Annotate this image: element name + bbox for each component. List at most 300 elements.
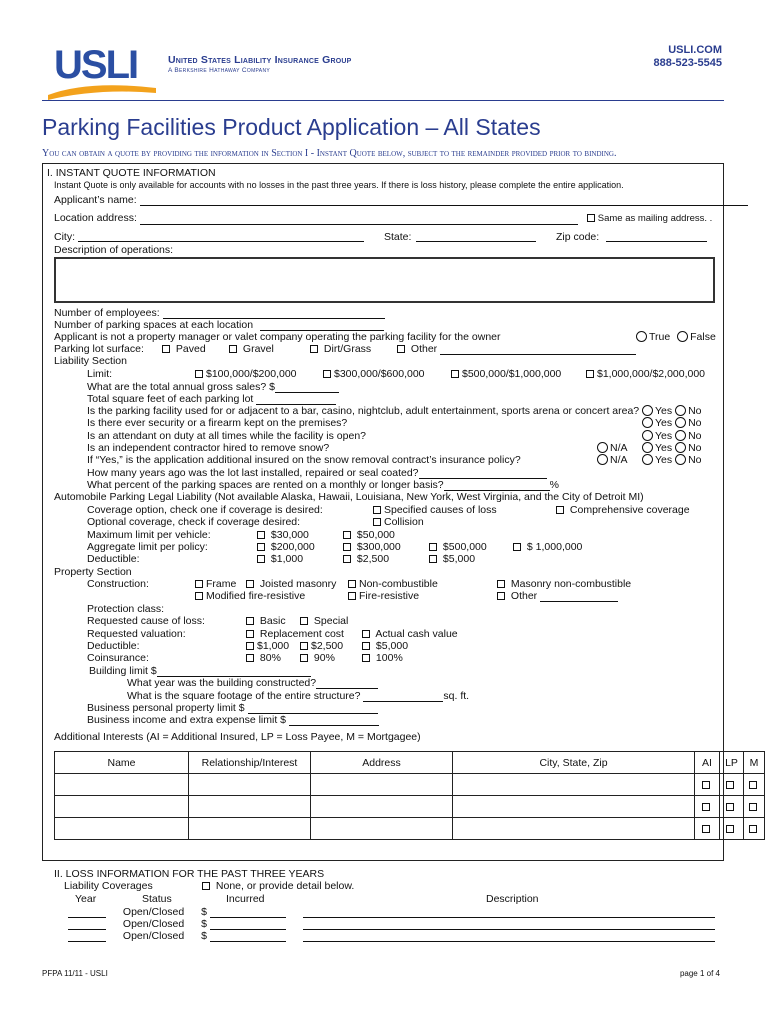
year-constructed-row [127,677,378,689]
q-additional-na [597,454,628,466]
na-label: N/A [610,442,628,454]
m-cell [744,818,765,840]
col-description-label: Description [486,893,539,905]
q-attendant-yesno [642,430,702,442]
address-cell[interactable] [311,818,453,840]
applicant-name-row [54,194,748,206]
none-detail [202,880,354,892]
q-bar-label: Is the parking facility used for or adjacent to a bar, casino, nightclub, adult entertainment, sports arena or concert area? [87,405,640,417]
percent-sign: % [549,479,559,491]
false-radio[interactable] [677,331,688,342]
description-textarea[interactable] [54,257,715,303]
specified-causes-checkbox[interactable] [373,506,381,514]
q-installed-field[interactable] [419,469,547,479]
specified-causes [373,504,497,516]
valuation-label: Requested valuation: [87,628,186,640]
replacement-cost-checkbox[interactable] [246,630,254,638]
applicant-name-field[interactable] [140,196,748,206]
prop-deductible-1 [246,640,289,652]
non-combustible-checkbox[interactable] [348,580,356,588]
lp-checkbox[interactable] [726,803,734,811]
q-attendant-yes-radio[interactable] [642,430,653,441]
dollar-sign: $ [201,930,207,942]
loss-row [68,906,715,918]
col-relationship-header: Relationship/Interest [189,752,311,774]
form-id: PFPA 11/11 - USLI [42,969,108,978]
ai-checkbox[interactable] [702,825,710,833]
q-security-label: Is there ever security or a firearm kept on the premises? [87,417,348,429]
surface-other [397,343,636,355]
m-checkbox[interactable] [749,803,757,811]
special-label: Special [313,615,349,627]
yes-label: Yes [655,417,673,429]
construction-fire-resistive [348,590,419,602]
square-footage-field[interactable] [363,692,443,702]
q-percent-row [87,479,559,491]
aggregate-4-checkbox[interactable] [513,543,521,551]
no-label: No [688,454,702,466]
name-cell[interactable] [55,774,189,796]
actual-cash-value-label: Actual cash value [375,628,458,640]
cause-basic [246,615,286,627]
prop-deductible-3-label: $5,000 [375,640,409,652]
q-security-yesno [642,417,702,429]
company-subtitle: A Berkshire Hathaway Company [168,67,270,74]
yes-label: Yes [655,430,673,442]
other-surface-checkbox[interactable] [397,345,405,353]
prop-deductible-2 [300,640,343,652]
max-limit-1-label: $30,000 [270,529,309,541]
coinsurance-100-label: 100% [375,652,403,664]
loss-year-field[interactable] [68,920,106,930]
prop-deductible-1-checkbox[interactable] [246,642,254,650]
company-name: United States Liability Insurance Group [168,54,352,66]
collision-label: Collision [384,516,424,528]
max-limit-2-label: $50,000 [356,529,395,541]
q-additional-na-radio[interactable] [597,454,608,465]
loss-description-field[interactable] [303,920,715,930]
q-percent-field[interactable] [444,481,550,491]
valuation-replacement [246,628,344,640]
name-cell[interactable] [55,796,189,818]
construction-other-checkbox[interactable] [497,592,505,600]
q-additional-yes-radio[interactable] [642,454,653,465]
square-feet-field[interactable] [256,395,336,405]
special-checkbox[interactable] [300,617,308,625]
surface-label: Parking lot surface: [54,343,144,355]
paved-checkbox[interactable] [162,345,170,353]
business-income-row [87,714,379,726]
aggregate-2-label: $300,000 [356,541,401,553]
dirt-grass-checkbox[interactable] [310,345,318,353]
yes-label: Yes [655,405,673,417]
max-limit-label: Maximum limit per vehicle: [87,529,211,541]
m-checkbox[interactable] [749,781,757,789]
aggregate-3-label: $500,000 [442,541,487,553]
dollar-sign: $ [201,906,207,918]
phone-number: 888-523-5545 [653,57,722,69]
comprehensive [556,504,690,516]
frame-checkbox[interactable] [195,580,203,588]
loss-row [68,930,715,942]
dirt-grass-label: Dirt/Grass [323,343,372,355]
q-attendant-no-radio[interactable] [675,430,686,441]
cause-of-loss-label: Requested cause of loss: [87,615,205,627]
limit-option-1 [195,368,297,380]
num-spaces-field[interactable] [260,321,384,331]
bpp-limit-label: Business personal property limit $ [87,702,245,714]
same-as-mailing-checkbox[interactable] [587,214,595,222]
construction-masonry-nc [497,578,631,590]
col-address-header: Address [311,752,453,774]
surface-gravel [229,343,274,355]
lp-cell [720,774,744,796]
coinsurance-90-label: 90% [313,652,335,664]
business-income-label: Business income and extra expense limit $ [87,714,287,726]
building-limit-field[interactable] [157,667,311,677]
auto-deductible-2 [343,553,389,565]
auto-deductible-3-label: $5,000 [442,553,476,565]
table-row [55,818,765,840]
construction-other-label: Other [510,590,538,602]
city-cell[interactable] [453,818,695,840]
comprehensive-label: Comprehensive coverage [569,504,690,516]
location-address-label: Location address: [54,212,137,224]
q-contractor-label: Is an independent contractor hired to remove snow? [87,442,330,454]
other-surface-label: Other [410,343,438,355]
dollar-sign: $ [201,918,207,930]
joisted-masonry-label: Joisted masonry [259,578,337,590]
q-security-yes-radio[interactable] [642,417,653,428]
modified-fire-resistive-checkbox[interactable] [195,592,203,600]
q-bar-no-radio[interactable] [675,405,686,416]
no-label: No [688,442,702,454]
limit-2-checkbox[interactable] [323,370,331,378]
q-bar-yes-radio[interactable] [642,405,653,416]
limit-option-3 [451,368,561,380]
additional-interests-table [54,751,765,840]
address-cell[interactable] [311,796,453,818]
num-spaces-row [54,319,384,331]
ai-cell [695,774,720,796]
construction-modified [195,590,305,602]
construction-joisted [246,578,336,590]
no-label: No [688,430,702,442]
aggregate-1-checkbox[interactable] [257,543,265,551]
m-checkbox[interactable] [749,825,757,833]
surface-dirt [310,343,371,355]
cause-special [300,615,348,627]
lp-checkbox[interactable] [726,781,734,789]
protection-class-label: Protection class: [87,603,165,615]
true-label: True [649,331,671,343]
max-limit-2 [343,529,395,541]
col-ai-header: AI [695,752,720,774]
coinsurance-80-checkbox[interactable] [246,654,254,662]
ai-checkbox[interactable] [702,803,710,811]
joisted-masonry-checkbox[interactable] [246,580,254,588]
max-limit-2-checkbox[interactable] [343,531,351,539]
lp-cell [720,796,744,818]
limit-3-label: $500,000/$1,000,000 [462,368,562,380]
loss-status-label[interactable]: Open/Closed [122,918,185,930]
section-two-heading: II. LOSS INFORMATION FOR THE PAST THREE YEARS [54,868,325,880]
na-label: N/A [610,454,628,466]
bpp-limit-field[interactable] [248,704,378,714]
coinsurance-90-checkbox[interactable] [300,654,308,662]
section-one-heading: I. INSTANT QUOTE INFORMATION [47,167,216,179]
loss-description-field[interactable] [303,932,715,942]
applicant-name-label: Applicant’s name: [54,194,137,206]
num-employees-row [54,307,385,319]
same-as-mailing-label: Same as mailing address. . [597,213,713,224]
limit-3-checkbox[interactable] [451,370,459,378]
aggregate-2-checkbox[interactable] [343,543,351,551]
none-detail-checkbox[interactable] [202,882,210,890]
q-contractor-na-radio[interactable] [597,442,608,453]
gravel-label: Gravel [242,343,274,355]
square-feet-row [87,393,336,405]
q-installed-row [87,467,547,479]
address-cell[interactable] [311,774,453,796]
optional-coverage-label: Optional coverage, check if coverage desired: [87,516,301,528]
collision [373,516,424,528]
loss-incurred-field[interactable] [210,908,286,918]
prop-deductible-3-checkbox[interactable] [362,642,370,650]
prop-deductible-label: Deductible: [87,640,140,652]
q-percent-label: What percent of the parking spaces are rented on a monthly or longer basis? [87,479,444,491]
coinsurance-80-label: 80% [259,652,281,664]
ai-cell [695,818,720,840]
m-cell [744,774,765,796]
state-label: State: [384,231,412,243]
limit-1-label: $100,000/$200,000 [206,368,297,380]
basic-label: Basic [259,615,286,627]
loss-year-field[interactable] [68,932,106,942]
aggregate-3 [429,541,487,553]
auto-deductible-3-checkbox[interactable] [429,555,437,563]
zip-label: Zip code: [556,231,600,243]
description-label: Description of operations: [54,244,174,256]
website-link[interactable]: USLI.COM [668,44,722,56]
prop-deductible-2-label: $2,500 [311,640,344,652]
auto-deductible-3 [429,553,475,565]
loss-row [68,918,715,930]
limit-option-2 [323,368,425,380]
loss-incurred-field[interactable] [210,932,286,942]
false-label: False [690,331,716,343]
aggregate-4 [513,541,582,553]
max-limit-1-checkbox[interactable] [257,531,265,539]
relationship-cell[interactable] [189,774,311,796]
construction-noncombustible [348,578,438,590]
business-income-field[interactable] [289,716,379,726]
instant-quote-note: Instant Quote is only available for accounts with no losses in the past three years. If there is loss history, please complete the entire application. [54,180,624,190]
square-footage-label: What is the square footage of the entire structure? [127,690,361,702]
comprehensive-checkbox[interactable] [556,506,564,514]
col-m-header: M [744,752,765,774]
fire-resistive-checkbox[interactable] [348,592,356,600]
q-installed-label: How many years ago was the lot last installed, repaired or seal coated? [87,467,419,479]
page-title: Parking Facilities Product Application – All States [42,114,541,140]
col-status-label: Status [142,893,172,905]
prop-deductible-2-checkbox[interactable] [300,642,308,650]
yes-label: Yes [655,454,673,466]
property-section-heading: Property Section [54,566,132,578]
liability-coverages-label: Liability Coverages [64,880,153,892]
building-limit-row [89,665,311,677]
ai-cell [695,796,720,818]
auto-deductible-1-checkbox[interactable] [257,555,265,563]
gross-sales-label: What are the total annual gross sales? $ [87,381,275,393]
square-footage-row [127,690,469,702]
prop-deductible-3 [362,640,408,652]
lp-checkbox[interactable] [726,825,734,833]
city-field[interactable] [78,232,364,242]
auto-deductible-1-label: $1,000 [270,553,304,565]
frame-label: Frame [206,578,237,590]
auto-liability-heading: Automobile Parking Legal Liability (Not available Alaska, Hawaii, Louisiana, New York, West Virginia, and the City of Detroit MI) [54,491,644,503]
aggregate-1-label: $200,000 [270,541,315,553]
specified-causes-label: Specified causes of loss [384,504,497,516]
fire-resistive-label: Fire-resistive [359,590,420,602]
coverage-option-label: Coverage option, check one if coverage is desired: [87,504,323,516]
location-address-field[interactable] [140,215,578,225]
city-cell[interactable] [453,774,695,796]
header-rule [42,100,724,101]
loss-incurred-field[interactable] [210,920,286,930]
loss-status-label[interactable]: Open/Closed [122,906,185,918]
not-property-manager-label: Applicant is not a property manager or valet company operating the parking facility for the owner [54,331,501,343]
replacement-cost-label: Replacement cost [259,628,344,640]
coinsurance-label: Coinsurance: [87,652,149,664]
modified-fire-resistive-label: Modified fire-resistive [206,590,306,602]
q-contractor-yes-radio[interactable] [642,442,653,453]
year-constructed-label: What year was the building constructed? [127,677,317,689]
true-false-group [636,331,716,343]
aggregate-2 [343,541,401,553]
q-security-no-radio[interactable] [675,417,686,428]
limit-label: Limit: [87,368,113,380]
num-employees-label: Number of employees: [54,307,160,319]
limit-4-label: $1,000,000/$2,000,000 [597,368,706,380]
city-cell[interactable] [453,796,695,818]
loss-year-field[interactable] [68,908,106,918]
true-radio[interactable] [636,331,647,342]
no-label: No [688,417,702,429]
usli-logo [48,40,158,100]
max-limit-1 [257,529,309,541]
location-row [54,212,712,225]
paved-label: Paved [175,343,206,355]
limit-option-4 [586,368,705,380]
masonry-nc-checkbox[interactable] [497,580,505,588]
liability-section-heading: Liability Section [54,355,127,367]
table-row [55,796,765,818]
lp-cell [720,818,744,840]
page-subtitle: You can obtain a quote by providing the information in Section I - Instant Quote below, subject to the remainder provided prior to binding. [42,148,617,159]
aggregate-1 [257,541,315,553]
gravel-checkbox[interactable] [229,345,237,353]
q-additional-no-radio[interactable] [675,454,686,465]
other-surface-field[interactable] [440,345,636,355]
no-label: No [688,405,702,417]
name-cell[interactable] [55,818,189,840]
logo-lettering: USLI [54,43,138,87]
loss-description-field[interactable] [303,908,715,918]
q-bar-yesno [642,405,702,417]
limit-4-checkbox[interactable] [586,370,594,378]
construction-other-field[interactable] [540,592,618,602]
aggregate-label: Aggregate limit per policy: [87,541,208,553]
q-contractor-na [597,442,628,454]
actual-cash-value-checkbox[interactable] [362,630,370,638]
gross-sales-row [87,381,339,393]
bpp-limit-row [87,702,378,714]
table-header-row [55,752,765,774]
coinsurance-90 [300,652,335,664]
sqft-label: sq. ft. [443,690,470,702]
limit-1-checkbox[interactable] [195,370,203,378]
state-field[interactable] [416,232,536,242]
prop-deductible-1-label: $1,000 [257,640,290,652]
aggregate-4-label: $ 1,000,000 [526,541,583,553]
col-name-header: Name [55,752,189,774]
num-spaces-label: Number of parking spaces at each location [54,319,254,331]
construction-frame [195,578,236,590]
q-attendant-label: Is an attendant on duty at all times while the facility is open? [87,430,366,442]
coinsurance-100-checkbox[interactable] [362,654,370,662]
col-year-label: Year [75,893,97,905]
ai-checkbox[interactable] [702,781,710,789]
construction-other [497,590,618,602]
basic-checkbox[interactable] [246,617,254,625]
coinsurance-80 [246,652,281,664]
aggregate-3-checkbox[interactable] [429,543,437,551]
limit-2-label: $300,000/$600,000 [334,368,425,380]
page-number: page 1 of 4 [679,969,720,978]
coinsurance-100 [362,652,403,664]
square-feet-label: Total square feet of each parking lot [87,393,254,405]
masonry-nc-label: Masonry non-combustible [510,578,632,590]
city-label: City: [54,231,75,243]
table-row [55,774,765,796]
m-cell [744,796,765,818]
zip-field[interactable] [606,232,707,242]
auto-deductible-1 [257,553,303,565]
year-constructed-field[interactable] [316,679,378,689]
col-incurred-label: Incurred [226,893,265,905]
q-additional-yesno [642,454,702,466]
loss-status-label[interactable]: Open/Closed [122,930,185,942]
auto-deductible-label: Deductible: [87,553,140,565]
auto-deductible-2-label: $2,500 [356,553,390,565]
non-combustible-label: Non-combustible [359,578,438,590]
surface-paved [162,343,206,355]
auto-deductible-2-checkbox[interactable] [343,555,351,563]
valuation-acv [362,628,458,640]
collision-checkbox[interactable] [373,518,381,526]
gross-sales-field[interactable] [275,383,339,393]
building-limit-label: Building limit $ [89,665,157,677]
num-employees-field[interactable] [163,309,385,319]
yes-label: Yes [655,442,673,454]
construction-label: Construction: [87,578,149,590]
q-contractor-no-radio[interactable] [675,442,686,453]
relationship-cell[interactable] [189,818,311,840]
col-lp-header: LP [720,752,744,774]
relationship-cell[interactable] [189,796,311,818]
